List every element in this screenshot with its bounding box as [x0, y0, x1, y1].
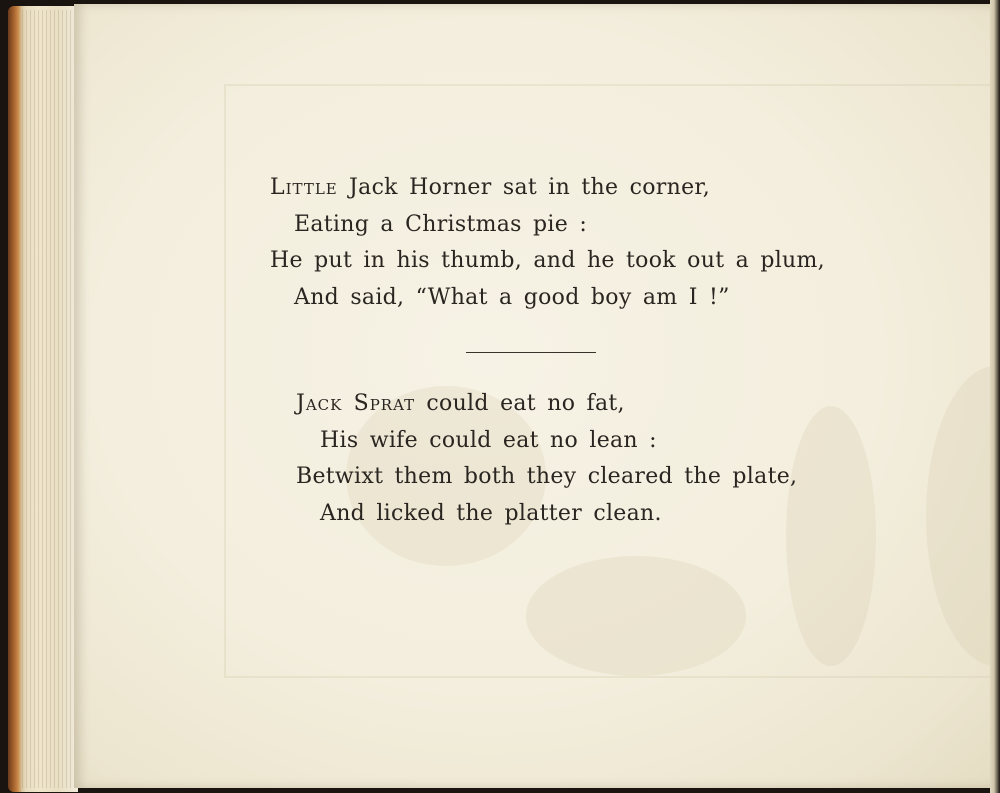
verse-line: Betwixt them both they cleared the plate,: [296, 464, 798, 489]
section-divider: [466, 352, 596, 353]
verse-line: And said, “What a good boy am I !”: [294, 284, 730, 310]
verse-line: Eating a Christmas pie :: [294, 211, 588, 237]
page-right-edge: [990, 0, 1000, 793]
verse-line: He put in his thumb, and he took out a plum,: [270, 248, 825, 273]
small-caps-word: Sprat: [353, 391, 416, 416]
rhyme-little-jack-horner: [270, 170, 825, 316]
ghost-figure: [526, 556, 746, 676]
rhyme-jack-sprat: [296, 386, 797, 532]
ghost-figure: [786, 406, 876, 666]
ghost-figure: [926, 366, 1000, 666]
verse-line: [270, 170, 825, 207]
page-stack-lines: [22, 10, 74, 788]
verse-text: Jack Horner sat in the corner,: [337, 175, 711, 200]
small-caps-word: Jack: [296, 391, 343, 416]
verse-line: His wife could eat no lean :: [320, 427, 657, 453]
small-caps-word: Little: [270, 175, 338, 200]
verse-line: And licked the platter clean.: [320, 500, 662, 526]
verse-line: [296, 386, 797, 423]
verse-text: could eat no fat,: [415, 391, 625, 416]
